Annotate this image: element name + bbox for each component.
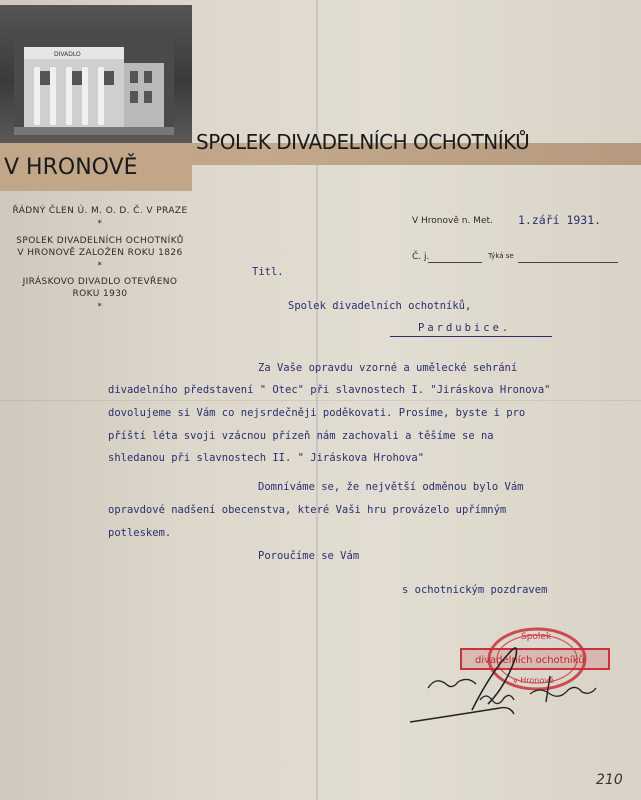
recipient-city: Pardubice. (418, 322, 512, 334)
stamp-bottom-text: v Hronově (513, 676, 554, 685)
closing-line: Poroučíme se Vám (258, 550, 360, 562)
body-line-6: Domníváme se, že největší odměnou bylo Vám (258, 481, 524, 493)
salutation: Titl. (252, 266, 284, 278)
letter-date: 1.září 1931. (518, 213, 602, 227)
stamp-top-text: Spolek (521, 632, 552, 642)
greeting-line: s ochotnickým pozdravem (402, 584, 548, 596)
concerns-line (518, 262, 618, 263)
body-line-2: divadelního představení " Otec" při slavnostech I. "Jiráskova Hronova" (108, 384, 551, 396)
body-line-7: opravdové nadšení obecenstva, které Vaši hru provázelo upřímným (108, 504, 507, 516)
city-underline (390, 336, 552, 337)
recipient: Spolek divadelních ochotníků, (288, 300, 472, 312)
body-line-3: dovolujeme si Vám co nejsrdečněji poděkovati. Prosíme, byste i pro (108, 407, 526, 419)
theatre-photo (0, 5, 192, 143)
divider-star-1: * (97, 219, 103, 229)
concerns-label: Týká se (488, 252, 514, 260)
building-sign: DIVADLO (54, 51, 81, 58)
place-label: V Hronově n. Met. (412, 216, 493, 226)
society-title: SPOLEK DIVADELNÍCH OCHOTNÍKŮ (196, 130, 530, 154)
body-line-1: Za Vaše opravdu vzorné a umělecké sehrání (258, 362, 518, 374)
theatre-line-2: ROKU 1930 (72, 289, 128, 299)
body-line-8: potleskem. (108, 527, 172, 539)
theatre-line-1: JIRÁSKOVO DIVADLO OTEVŘENO (22, 277, 178, 287)
divider-star-3: * (97, 302, 103, 312)
reference-line (428, 262, 482, 263)
paper-fold-horizontal (0, 400, 641, 401)
body-line-4: příští léta svoji vzácnou přízeň nám zachovali a těšíme se na (108, 430, 494, 442)
member-line: ŘÁDNÝ ČLEN Ú. M. O. D. Č. V PRAZE (12, 206, 188, 216)
signatures (400, 640, 630, 740)
founded-line-1: SPOLEK DIVADELNÍCH OCHOTNÍKŮ (16, 236, 184, 246)
archive-page-number: 210 (596, 772, 623, 788)
stamp-middle-text: divadelních ochotníků (475, 655, 585, 666)
theatre-building-illustration (14, 35, 174, 135)
body-line-5: shledanou při slavnostech II. " Jiráskova Hrohova" (108, 452, 425, 464)
founded-line-2: V HRONOVĚ ZALOŽEN ROKU 1826 (17, 248, 183, 258)
divider-star-2: * (97, 261, 103, 271)
reference-label: Č. j. (412, 252, 430, 262)
society-town: V HRONOVĚ (4, 155, 138, 180)
